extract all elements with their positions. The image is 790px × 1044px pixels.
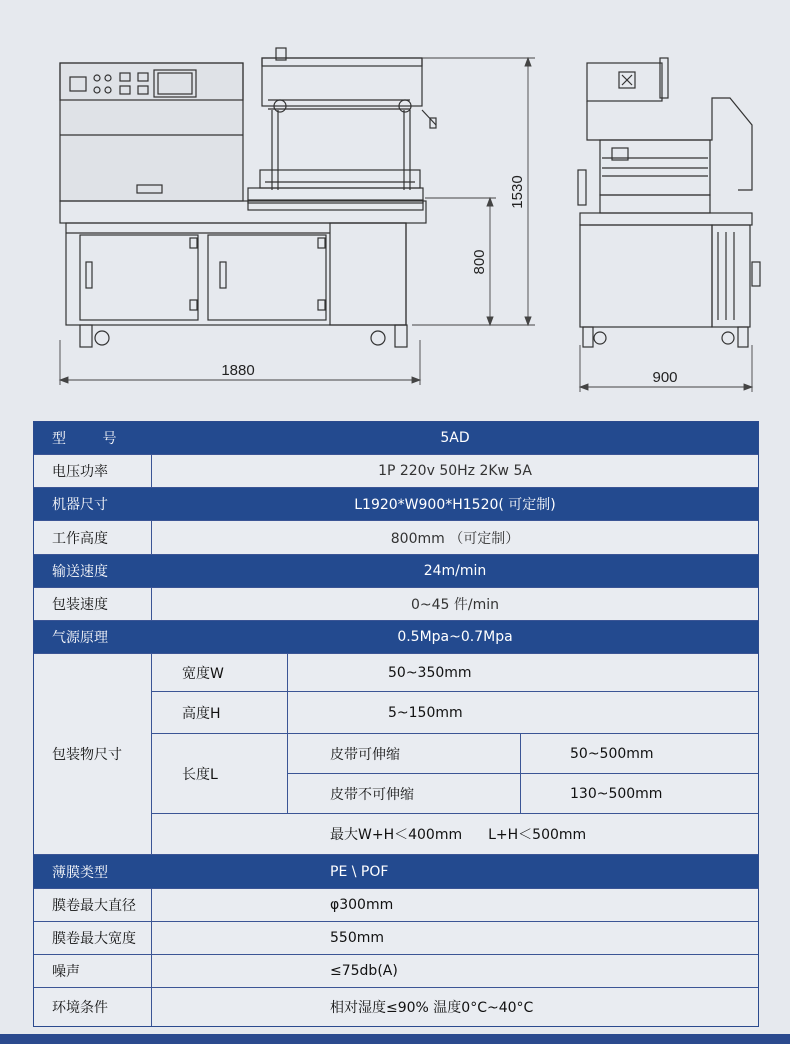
pack-height-value: 5~150mm: [388, 704, 463, 721]
length-stretch-row: [288, 734, 758, 774]
film-type-label: 薄膜类型: [52, 864, 108, 881]
pack-size-label: 包装物尺寸: [34, 654, 152, 854]
dim-length: 1880: [221, 362, 255, 379]
size-label: 机器尺寸: [52, 497, 108, 513]
length-fixed-row: [288, 774, 758, 813]
pack-length-row: [152, 734, 758, 814]
pack-width-label: 宽度W: [152, 654, 288, 691]
film-type-value: PE \ POF: [330, 863, 389, 880]
row-env: [34, 988, 758, 1026]
row-noise: [34, 955, 758, 988]
pack-max-wh: 最大W+H＜400mm: [330, 827, 463, 843]
model-label-text: 型 号: [52, 431, 117, 447]
pack-max-value: [152, 814, 758, 854]
dim-total-height: 1530: [509, 175, 526, 209]
row-model: [34, 422, 758, 455]
row-roll-dia: [34, 889, 758, 922]
row-film-type: [34, 855, 758, 889]
air-value: 0.5Mpa~0.7Mpa: [397, 629, 513, 645]
row-roll-width: [34, 922, 758, 955]
technical-drawing: [0, 0, 790, 410]
work-height-label: 工作高度: [34, 521, 152, 554]
noise-value: ≤75db(A): [330, 963, 398, 979]
work-height-value: 800mm （可定制）: [390, 530, 520, 547]
noise-label: 噪声: [34, 955, 152, 987]
dim-work-height: 800: [471, 249, 488, 275]
length-stretch-value: 50~500mm: [570, 745, 654, 762]
pack-speed-value: 0~45 件/min: [410, 597, 500, 613]
pack-size-details: [152, 654, 758, 854]
voltage-value: 1P 220v 50Hz 2Kw 5A: [378, 463, 532, 479]
roll-width-label: 膜卷最大宽度: [34, 922, 152, 954]
pack-height-row: [152, 692, 758, 734]
pack-speed-label: 包装速度: [34, 588, 152, 620]
row-pack-size: [34, 654, 758, 855]
spec-table: [33, 421, 759, 1027]
env-label: 环境条件: [34, 988, 152, 1026]
air-label: 气源原理: [52, 630, 108, 646]
bottom-bar: [0, 1034, 790, 1044]
size-value: L1920*W900*H1520( 可定制): [354, 497, 556, 513]
env-value: 相对湿度≤90% 温度0°C~40°C: [330, 1000, 534, 1016]
length-stretch-label: 皮带可伸缩: [288, 734, 521, 773]
pack-height-label: 高度H: [152, 692, 288, 733]
roll-dia-label: 膜卷最大直径: [34, 889, 152, 921]
row-air: [34, 621, 758, 654]
front-view: [60, 48, 436, 347]
length-fixed-label: 皮带不可伸缩: [288, 774, 521, 813]
pack-width-value: 50~350mm: [388, 664, 472, 681]
row-size: [34, 488, 758, 521]
row-conveyor: [34, 555, 758, 588]
roll-dia-value: φ300mm: [330, 897, 394, 913]
row-voltage: [34, 455, 758, 488]
model-value: 5AD: [440, 430, 470, 446]
roll-width-value: 550mm: [330, 930, 384, 946]
pack-max-lh: L+H＜500mm: [488, 827, 587, 843]
model-label: [34, 422, 152, 454]
voltage-label: 电压功率: [34, 455, 152, 487]
length-fixed-value: 130~500mm: [570, 785, 663, 802]
side-view: [578, 58, 760, 347]
conveyor-label: 输送速度: [52, 564, 108, 580]
pack-length-options: [288, 734, 758, 813]
row-work-height: [34, 521, 758, 555]
conveyor-value: 24m/min: [423, 563, 487, 579]
pack-width-row: [152, 654, 758, 692]
row-pack-speed: [34, 588, 758, 621]
dim-depth: 900: [652, 369, 678, 386]
pack-max-row: [152, 814, 758, 854]
pack-length-label: 长度L: [152, 734, 288, 813]
